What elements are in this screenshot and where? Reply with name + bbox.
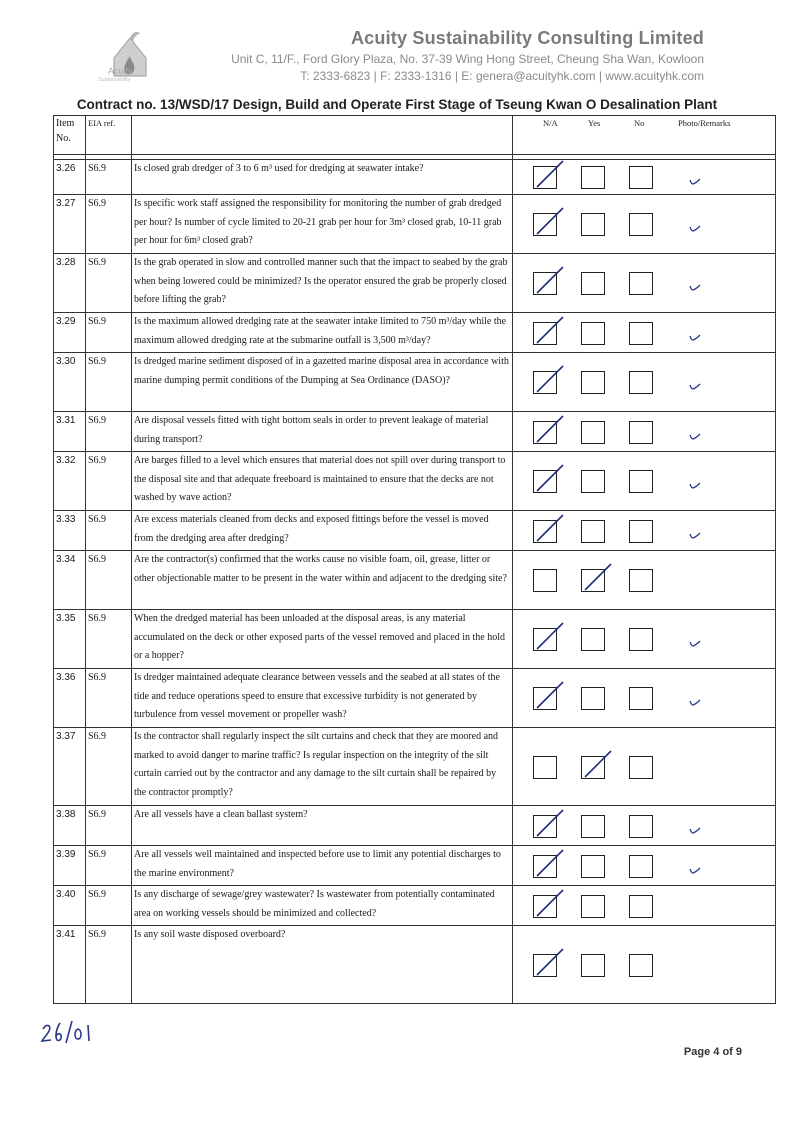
handwritten-check-icon [531, 680, 565, 712]
row-question: Are excess materials cleaned from decks and exposed fittings before the vessel is moved from the dredging area after dredging? [132, 511, 513, 551]
handwritten-check-icon [531, 414, 565, 446]
checkbox-na[interactable] [533, 371, 557, 394]
answer-checkboxes [533, 628, 658, 650]
checkbox-yes[interactable] [581, 322, 605, 345]
remark-tick-icon [688, 531, 702, 541]
row-eia-ref: S6.9 [86, 452, 132, 511]
checkbox-no[interactable] [629, 272, 653, 295]
handwritten-date-signature [38, 1017, 98, 1047]
row-answers [513, 886, 776, 926]
remark-tick-icon [688, 177, 702, 187]
checkbox-na[interactable] [533, 322, 557, 345]
checkbox-yes[interactable] [581, 569, 605, 592]
row-item-number: 3.40 [54, 886, 86, 926]
checkbox-yes[interactable] [581, 855, 605, 878]
table-row [54, 412, 776, 452]
row-question: When the dredged material has been unloaded at the disposal areas, is any material accumulated on the deck or other exposed parts of the vessel removed and placed in the hold or a hopper? [132, 610, 513, 669]
row-item-number: 3.36 [54, 669, 86, 728]
header-item-no-label: No. [56, 133, 71, 144]
remark-tick-icon [688, 333, 702, 343]
handwritten-check-icon [531, 463, 565, 495]
handwritten-check-icon [531, 848, 565, 880]
row-question: Are disposal vessels fitted with tight bottom seals in order to prevent leakage of material during transport? [132, 412, 513, 452]
row-eia-ref: S6.9 [86, 728, 132, 806]
checkbox-yes[interactable] [581, 628, 605, 651]
answer-checkboxes [533, 166, 658, 188]
table-row [54, 669, 776, 728]
checkbox-no[interactable] [629, 569, 653, 592]
table-row [54, 353, 776, 412]
table-row [54, 254, 776, 313]
checkbox-na[interactable] [533, 520, 557, 543]
checkbox-na[interactable] [533, 272, 557, 295]
row-eia-ref: S6.9 [86, 669, 132, 728]
remark-tick-icon [688, 698, 702, 708]
row-item-number: 3.32 [54, 452, 86, 511]
header-item [54, 116, 86, 155]
page-number: Page 4 of 9 [683, 1046, 742, 1058]
answer-checkboxes [533, 371, 658, 393]
header-yes: Yes [588, 118, 601, 128]
handwritten-check-icon [579, 749, 613, 781]
handwritten-check-icon [531, 364, 565, 396]
row-question: Is dredged marine sediment disposed of in a gazetted marine disposal area in accordance with marine dumping permit conditions of the Dumping at Sea Ordinance (DASO)? [132, 353, 513, 412]
row-eia-ref: S6.9 [86, 511, 132, 551]
row-answers [513, 846, 776, 886]
header-remarks: Photo/Remarks [678, 118, 731, 128]
company-address: Unit C, 11/F., Ford Glory Plaza, No. 37-39 Wing Hong Street, Cheung Sha Wan, Kowloon [231, 52, 704, 66]
handwritten-check-icon [579, 562, 613, 594]
row-answers [513, 195, 776, 254]
row-eia-ref: S6.9 [86, 412, 132, 452]
row-answers [513, 610, 776, 669]
row-answers [513, 511, 776, 551]
row-item-number: 3.26 [54, 160, 86, 195]
checkbox-na[interactable] [533, 687, 557, 710]
row-item-number: 3.39 [54, 846, 86, 886]
row-answers [513, 728, 776, 806]
table-row [54, 610, 776, 669]
row-answers [513, 551, 776, 610]
row-item-number: 3.38 [54, 806, 86, 846]
checkbox-yes[interactable] [581, 371, 605, 394]
checkbox-no[interactable] [629, 855, 653, 878]
row-answers [513, 353, 776, 412]
checkbox-yes[interactable] [581, 687, 605, 710]
header-answers [513, 116, 776, 155]
answer-checkboxes [533, 855, 658, 877]
row-question: Is any discharge of sewage/grey wastewater? Is wastewater from potentially contaminated area on working vessels should be minimized and collected? [132, 886, 513, 926]
row-eia-ref: S6.9 [86, 551, 132, 610]
row-eia-ref: S6.9 [86, 806, 132, 846]
row-answers [513, 452, 776, 511]
checkbox-na[interactable] [533, 895, 557, 918]
checkbox-no[interactable] [629, 815, 653, 838]
checkbox-no[interactable] [629, 895, 653, 918]
row-item-number: 3.30 [54, 353, 86, 412]
header-question [132, 116, 513, 155]
table-header-row [54, 116, 776, 155]
answer-checkboxes [533, 272, 658, 294]
answer-checkboxes [533, 815, 658, 837]
answer-checkboxes [533, 470, 658, 492]
row-question: Is closed grab dredger of 3 to 6 m³ used for dredging at seawater intake? [132, 160, 513, 195]
table-row [54, 160, 776, 195]
answer-checkboxes [533, 520, 658, 542]
answer-checkboxes [533, 322, 658, 344]
handwritten-check-icon [531, 888, 565, 920]
row-question: Are barges filled to a level which ensures that material does not spill over during transport to the disposal site and that adequate freeboard is maintained to ensure that the decks are not washed by wave action? [132, 452, 513, 511]
checkbox-na[interactable] [533, 421, 557, 444]
checklist-table [53, 115, 776, 1004]
checkbox-na[interactable] [533, 213, 557, 236]
row-item-number: 3.28 [54, 254, 86, 313]
checkbox-na[interactable] [533, 815, 557, 838]
company-name: Acuity Sustainability Consulting Limited [350, 28, 704, 48]
table-row [54, 846, 776, 886]
handwritten-check-icon [531, 206, 565, 238]
company-block [231, 28, 704, 83]
handwritten-check-icon [531, 621, 565, 653]
checkbox-na[interactable] [533, 628, 557, 651]
company-contact: T: 2333-6823 | F: 2333-1316 | E: genera@acuityhk.com | www.acuityhk.com [300, 69, 704, 83]
header-eia: EIA ref. [86, 116, 132, 155]
header-no: No [634, 118, 645, 128]
row-item-number: 3.31 [54, 412, 86, 452]
row-question: Is dredger maintained adequate clearance between vessels and the seabed at all states of the tide and reduce operations speed to ensure that excessive turbidity is not generated by turbulence from vessel movement or propeller wash? [132, 669, 513, 728]
row-item-number: 3.37 [54, 728, 86, 806]
row-eia-ref: S6.9 [86, 195, 132, 254]
row-eia-ref: S6.9 [86, 353, 132, 412]
checkbox-yes[interactable] [581, 166, 605, 189]
row-answers [513, 669, 776, 728]
row-answers [513, 806, 776, 846]
handwritten-check-icon [531, 160, 565, 192]
checkbox-yes[interactable] [581, 815, 605, 838]
checkbox-na[interactable] [533, 756, 557, 779]
row-eia-ref: S6.9 [86, 254, 132, 313]
checkbox-na[interactable] [533, 569, 557, 592]
row-question: Is the contractor shall regularly inspect the silt curtains and check that they are moored and marked to avoid danger to marine traffic? Is regular inspection on the integrity of the silt curtain carried out by the contractor and any damage to the silt curtain shall be repaired by the contractor promptly? [132, 728, 513, 806]
header-item-label: Item [56, 118, 75, 129]
checkbox-no[interactable] [629, 628, 653, 651]
remark-tick-icon [688, 224, 702, 234]
row-answers [513, 160, 776, 195]
row-answers [513, 313, 776, 353]
remark-tick-icon [688, 382, 702, 392]
checkbox-no[interactable] [629, 520, 653, 543]
answer-checkboxes [533, 213, 658, 235]
table-row [54, 195, 776, 254]
row-item-number: 3.33 [54, 511, 86, 551]
remark-tick-icon [688, 866, 702, 876]
row-question: Is the grab operated in slow and controlled manner such that the impact to seabed by the grab when being lowered could be minimized? Is the operator ensured the grab be properly closed before lifting the grab? [132, 254, 513, 313]
row-eia-ref: S6.9 [86, 313, 132, 353]
checkbox-no[interactable] [629, 687, 653, 710]
checkbox-yes[interactable] [581, 470, 605, 493]
row-item-number: 3.41 [54, 926, 86, 1004]
row-question: Is specific work staff assigned the responsibility for monitoring the number of grab dredged per hour? Is number of cycle limited to 20-21 grab per hour for 3m³ closed grab, 10-11 grab per hour for 6m³ closed grab? [132, 195, 513, 254]
row-item-number: 3.29 [54, 313, 86, 353]
table-row [54, 728, 776, 806]
checkbox-no[interactable] [629, 322, 653, 345]
checkbox-yes[interactable] [581, 895, 605, 918]
checkbox-na[interactable] [533, 855, 557, 878]
row-question: Are all vessels well maintained and inspected before use to limit any potential discharges to the marine environment? [132, 846, 513, 886]
logo-subtext: Sustainability [98, 77, 131, 83]
checkbox-no[interactable] [629, 470, 653, 493]
row-question: Are the contractor(s) confirmed that the works cause no visible foam, oil, grease, litter or other objectionable matter to be present in the water within and adjacent to the dredging site? [132, 551, 513, 610]
row-eia-ref: S6.9 [86, 160, 132, 195]
handwritten-check-icon [531, 315, 565, 347]
logo-text: Acuity [108, 66, 133, 76]
checkbox-no[interactable] [629, 954, 653, 977]
answer-checkboxes [533, 895, 658, 917]
table-row [54, 511, 776, 551]
row-eia-ref: S6.9 [86, 610, 132, 669]
row-answers [513, 926, 776, 1004]
checkbox-no[interactable] [629, 756, 653, 779]
row-eia-ref: S6.9 [86, 926, 132, 1004]
answer-checkboxes [533, 687, 658, 709]
checkbox-na[interactable] [533, 166, 557, 189]
checkbox-yes[interactable] [581, 954, 605, 977]
checkbox-no[interactable] [629, 166, 653, 189]
row-item-number: 3.35 [54, 610, 86, 669]
checkbox-na[interactable] [533, 470, 557, 493]
answer-checkboxes [533, 569, 658, 591]
answer-checkboxes [533, 421, 658, 443]
row-item-number: 3.27 [54, 195, 86, 254]
remark-tick-icon [688, 283, 702, 293]
answer-checkboxes [533, 756, 658, 778]
remark-tick-icon [688, 481, 702, 491]
checkbox-yes[interactable] [581, 756, 605, 779]
table-row [54, 926, 776, 1004]
answer-checkboxes [533, 954, 658, 976]
row-eia-ref: S6.9 [86, 886, 132, 926]
checkbox-na[interactable] [533, 954, 557, 977]
checkbox-yes[interactable] [581, 421, 605, 444]
checkbox-no[interactable] [629, 371, 653, 394]
row-question: Are all vessels have a clean ballast system? [132, 806, 513, 846]
contract-title: Contract no. 13/WSD/17 Design, Build and Operate First Stage of Tseung Kwan O Desalination Plant [76, 97, 718, 112]
handwritten-check-icon [531, 808, 565, 840]
table-row [54, 886, 776, 926]
handwritten-check-icon [531, 947, 565, 979]
header-na: N/A [543, 118, 558, 128]
remark-tick-icon [688, 639, 702, 649]
checkbox-no[interactable] [629, 421, 653, 444]
handwritten-check-icon [531, 513, 565, 545]
row-item-number: 3.34 [54, 551, 86, 610]
table-row [54, 806, 776, 846]
row-eia-ref: S6.9 [86, 846, 132, 886]
checkbox-no[interactable] [629, 213, 653, 236]
remark-tick-icon [688, 826, 702, 836]
remark-tick-icon [688, 432, 702, 442]
table-row [54, 452, 776, 511]
checkbox-yes[interactable] [581, 520, 605, 543]
handwritten-check-icon [531, 265, 565, 297]
row-answers [513, 254, 776, 313]
table-row [54, 551, 776, 610]
row-answers [513, 412, 776, 452]
checkbox-yes[interactable] [581, 213, 605, 236]
table-row [54, 313, 776, 353]
row-question: Is any soil waste disposed overboard? [132, 926, 513, 1004]
row-question: Is the maximum allowed dredging rate at the seawater intake limited to 750 m³/day while the maximum allowed dredging rate at the submarine outfall is 3,500 m³/day? [132, 313, 513, 353]
checkbox-yes[interactable] [581, 272, 605, 295]
